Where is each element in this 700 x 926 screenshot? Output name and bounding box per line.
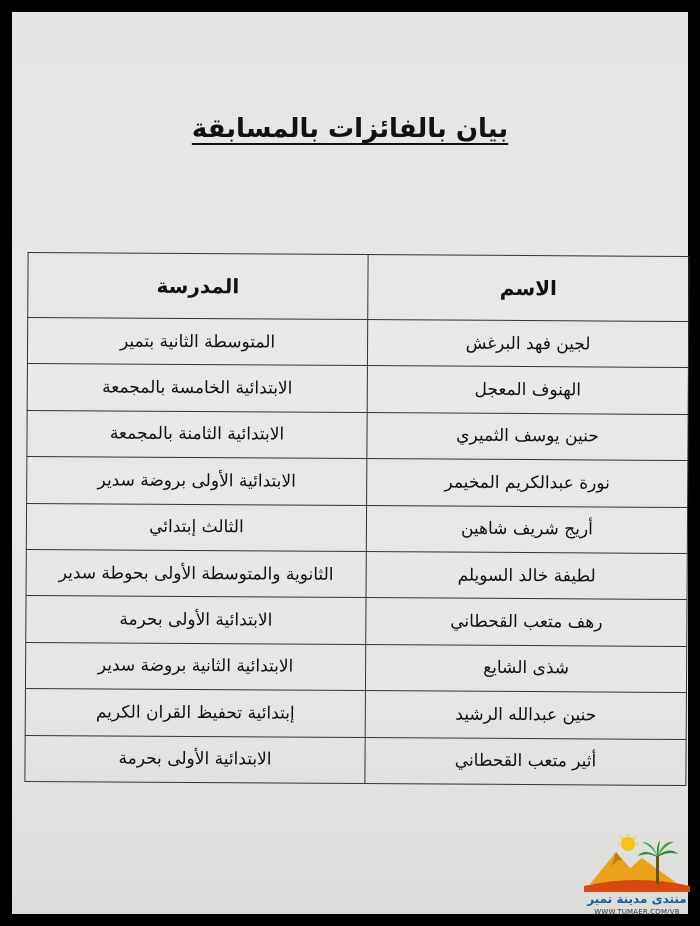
- paper-sheet: [12, 12, 688, 914]
- winners-table: [24, 252, 689, 786]
- cell-school: الثانوية والمتوسطة الأولى بحوطة سدير: [26, 549, 366, 597]
- cell-name: حنين عبدالله الرشيد: [365, 691, 686, 739]
- table-row: [25, 689, 686, 739]
- cell-name: لجين فهد البرغش: [367, 320, 688, 368]
- cell-school: الابتدائية الأولى بحرمة: [26, 596, 366, 644]
- watermark-url: WWW.TUMAER.COM/VB: [594, 908, 680, 916]
- watermark-site-name: منتدى مدينة تمير: [587, 892, 687, 906]
- header-school: المدرسة: [28, 252, 368, 319]
- cell-school: الابتدائية الأولى بحرمة: [25, 735, 365, 784]
- cell-school: الثالث إبتدائي: [26, 503, 366, 551]
- document-title: [12, 114, 688, 144]
- table-row: [26, 503, 687, 553]
- palm-mountain-logo-icon: [582, 834, 692, 894]
- header-name: الاسم: [368, 255, 689, 322]
- cell-school: الابتدائية الثانية بروضة سدير: [25, 642, 365, 690]
- cell-name: حنين يوسف الثميري: [367, 412, 688, 460]
- cell-name: أثير متعب القحطاني: [365, 737, 686, 785]
- table-row: [27, 410, 688, 460]
- table-row: [27, 317, 688, 367]
- cell-name: لطيفة خالد السويلم: [366, 552, 687, 600]
- table-row: [26, 549, 687, 599]
- site-watermark: [582, 834, 692, 918]
- cell-school: المتوسطة الثانية بتمير: [27, 317, 367, 365]
- document-title-text: بيان بالفائزات بالمسابقة: [191, 114, 509, 144]
- cell-school: الابتدائية الثامنة بالمجمعة: [27, 410, 367, 458]
- table-row: [26, 596, 687, 646]
- table-row: [27, 364, 688, 414]
- table-row: [25, 735, 686, 786]
- table-header-row: [28, 252, 689, 321]
- cell-name: شذى الشايع: [365, 644, 686, 692]
- table-row: [27, 457, 688, 507]
- table-row: [25, 642, 686, 692]
- cell-school: الابتدائية الأولى بروضة سدير: [27, 457, 367, 505]
- cell-school: إبتدائية تحفيظ القران الكريم: [25, 689, 365, 737]
- cell-name: نورة عبدالكريم المخيمر: [367, 459, 688, 507]
- cell-name: رهف متعب القحطاني: [366, 598, 687, 646]
- cell-school: الابتدائية الخامسة بالمجمعة: [27, 364, 367, 412]
- cell-name: الهنوف المعجل: [367, 366, 688, 414]
- cell-name: أريج شريف شاهين: [366, 505, 687, 553]
